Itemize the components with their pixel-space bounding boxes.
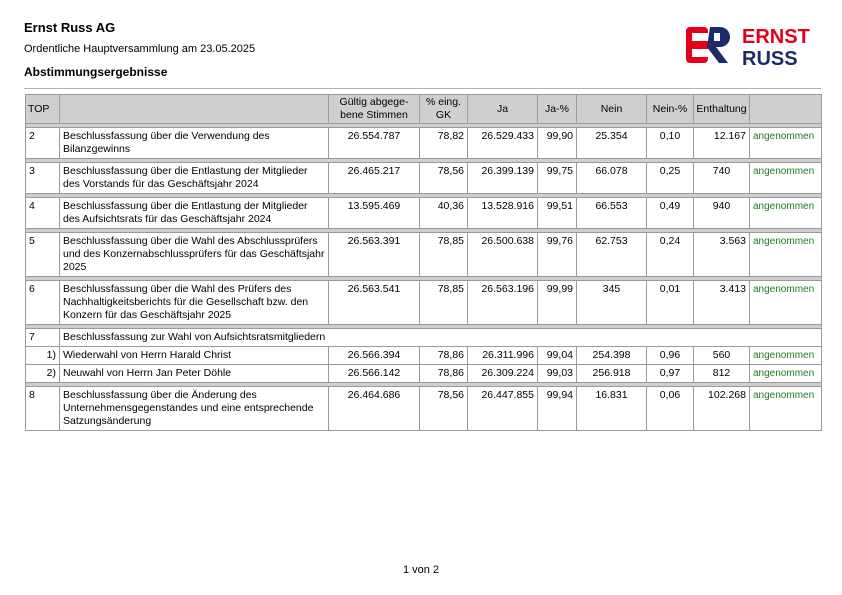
col-header-abstention: Enthaltung (694, 95, 750, 124)
no-pct: 0,01 (647, 281, 694, 325)
result-status: angenommen (750, 233, 822, 277)
yes-pct: 99,90 (538, 128, 577, 159)
abstentions: 940 (694, 198, 750, 229)
yes-pct: 99,03 (538, 365, 577, 383)
resolution-subject: Beschlussfassung über die Entlastung der Mitglieder des Vorstands für das Geschäftsjahr 2024 (60, 163, 329, 194)
result-status: angenommen (750, 281, 822, 325)
valid-votes: 26.563.541 (329, 281, 420, 325)
table-row (26, 233, 822, 277)
top-number: 4 (26, 198, 60, 229)
result-status: angenommen (750, 347, 822, 365)
yes-votes: 26.311.996 (468, 347, 538, 365)
result-status: angenommen (750, 198, 822, 229)
col-header-yes: Ja (468, 95, 538, 124)
valid-votes: 26.566.142 (329, 365, 420, 383)
resolution-subject: Beschlussfassung über die Wahl des Abschlussprüfers und des Konzernabschlussprüfers für das Geschäftsjahr 2025 (60, 233, 329, 277)
yes-votes: 26.563.196 (468, 281, 538, 325)
abstentions: 560 (694, 347, 750, 365)
valid-votes: 26.464.686 (329, 387, 420, 431)
no-pct: 0,06 (647, 387, 694, 431)
yes-votes: 26.529.433 (468, 128, 538, 159)
table-group-row (26, 329, 822, 347)
no-pct: 0,97 (647, 365, 694, 383)
valid-votes: 13.595.469 (329, 198, 420, 229)
abstentions: 3.563 (694, 233, 750, 277)
no-votes: 25.354 (577, 128, 647, 159)
top-number: 8 (26, 387, 60, 431)
pct-capital: 78,86 (420, 365, 468, 383)
pct-capital: 78,85 (420, 233, 468, 277)
company-name: Ernst Russ AG (24, 20, 116, 35)
no-votes: 66.553 (577, 198, 647, 229)
pct-capital: 78,86 (420, 347, 468, 365)
abstentions: 3.413 (694, 281, 750, 325)
col-header-valid-votes: Gültig abgege-bene Stimmen (329, 95, 420, 124)
yes-pct: 99,94 (538, 387, 577, 431)
pct-capital: 78,85 (420, 281, 468, 325)
yes-votes: 26.399.139 (468, 163, 538, 194)
result-status: angenommen (750, 365, 822, 383)
valid-votes: 26.554.787 (329, 128, 420, 159)
header-divider (24, 88, 821, 89)
ernst-russ-logo (686, 23, 826, 67)
voting-results-table (25, 94, 822, 431)
resolution-subject: Beschlussfassung über die Wahl des Prüfers des Nachhaltigkeitsberichts für die Gesellschaft bzw. den Konzern für das Geschäftsjahr 2025 (60, 281, 329, 325)
pct-capital: 78,56 (420, 163, 468, 194)
yes-votes: 13.528.916 (468, 198, 538, 229)
result-status: angenommen (750, 163, 822, 194)
resolution-subject: Beschlussfassung über die Entlastung der Mitglieder des Aufsichtsrats für das Geschäftsjahr 2024 (60, 198, 329, 229)
yes-pct: 99,51 (538, 198, 577, 229)
no-pct: 0,96 (647, 347, 694, 365)
no-votes: 345 (577, 281, 647, 325)
top-number: 7 (26, 329, 60, 347)
no-votes: 66.078 (577, 163, 647, 194)
page-number: 1 von 2 (402, 564, 440, 576)
yes-pct: 99,04 (538, 347, 577, 365)
logo-line1: ERNST (742, 26, 810, 48)
resolution-subject: Beschlussfassung zur Wahl von Aufsichtsratsmitgliedern (60, 329, 822, 347)
result-status: angenommen (750, 128, 822, 159)
yes-pct: 99,99 (538, 281, 577, 325)
top-number: 2 (26, 128, 60, 159)
no-votes: 16.831 (577, 387, 647, 431)
top-number: 5 (26, 233, 60, 277)
col-header-pct-capital: % eing. GK (420, 95, 468, 124)
col-header-result (750, 95, 822, 124)
col-header-yes-pct: Ja-% (538, 95, 577, 124)
document-title: Abstimmungsergebnisse (24, 65, 168, 79)
abstentions: 740 (694, 163, 750, 194)
yes-pct: 99,75 (538, 163, 577, 194)
col-header-top: TOP (26, 95, 60, 124)
abstentions: 12.167 (694, 128, 750, 159)
col-header-subject (60, 95, 329, 124)
table-subrow (26, 365, 822, 383)
valid-votes: 26.563.391 (329, 233, 420, 277)
abstentions: 812 (694, 365, 750, 383)
resolution-subject: Wiederwahl von Herrn Harald Christ (60, 347, 329, 365)
abstentions: 102.268 (694, 387, 750, 431)
table-header-row (26, 95, 822, 124)
valid-votes: 26.465.217 (329, 163, 420, 194)
col-header-no-pct: Nein-% (647, 95, 694, 124)
result-status: angenommen (750, 387, 822, 431)
yes-votes: 26.447.855 (468, 387, 538, 431)
sub-number: 1) (26, 347, 60, 365)
top-number: 6 (26, 281, 60, 325)
table-row (26, 281, 822, 325)
table-row (26, 163, 822, 194)
logo-line2: RUSS (742, 48, 798, 67)
pct-capital: 78,82 (420, 128, 468, 159)
top-number: 3 (26, 163, 60, 194)
no-pct: 0,10 (647, 128, 694, 159)
yes-pct: 99,76 (538, 233, 577, 277)
yes-votes: 26.500.638 (468, 233, 538, 277)
meeting-subtitle: Ordentliche Hauptversammlung am 23.05.2025 (24, 43, 256, 55)
table-row (26, 128, 822, 159)
er-mark-icon (686, 27, 730, 63)
resolution-subject: Beschlussfassung über die Änderung des Unternehmensgegenstandes und eine entsprechende Satzungsänderung (60, 387, 329, 431)
yes-votes: 26.309.224 (468, 365, 538, 383)
no-votes: 256.918 (577, 365, 647, 383)
table-row (26, 387, 822, 431)
no-pct: 0,24 (647, 233, 694, 277)
table-subrow (26, 347, 822, 365)
sub-number: 2) (26, 365, 60, 383)
no-votes: 254.398 (577, 347, 647, 365)
pct-capital: 40,36 (420, 198, 468, 229)
pct-capital: 78,56 (420, 387, 468, 431)
no-pct: 0,25 (647, 163, 694, 194)
table-row (26, 198, 822, 229)
no-votes: 62.753 (577, 233, 647, 277)
resolution-subject: Beschlussfassung über die Verwendung des Bilanzgewinns (60, 128, 329, 159)
col-header-no: Nein (577, 95, 647, 124)
resolution-subject: Neuwahl von Herrn Jan Peter Döhle (60, 365, 329, 383)
no-pct: 0,49 (647, 198, 694, 229)
valid-votes: 26.566.394 (329, 347, 420, 365)
